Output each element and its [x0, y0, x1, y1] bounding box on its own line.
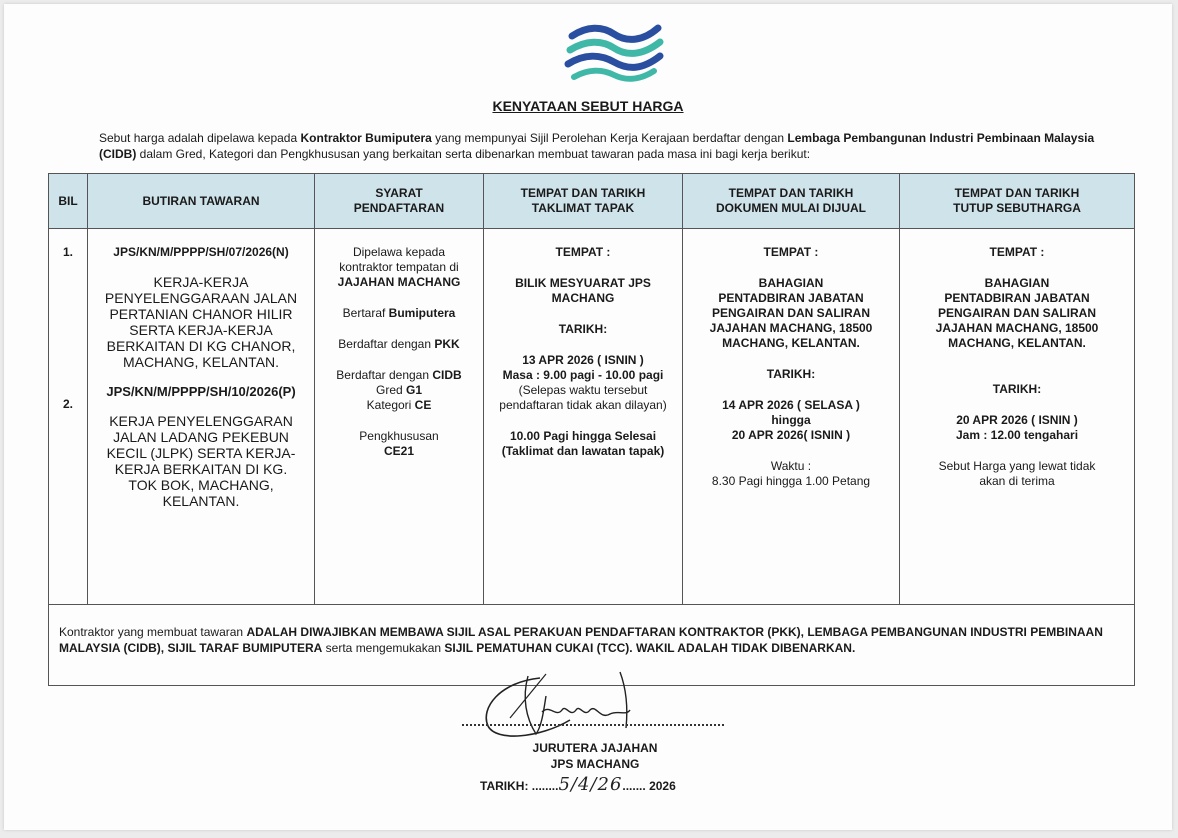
tutup-time: Jam : 12.00 tengahari — [955, 428, 1079, 442]
signature-date: TARIKH: ........5/4/26....... 2026 — [480, 774, 676, 795]
syarat-text: Pengkhususan — [359, 429, 439, 443]
tutup-date: 20 APR 2026 ( ISNIN ) — [956, 413, 1078, 427]
tempat-label: TEMPAT : — [555, 245, 611, 259]
item-number: 1. — [62, 245, 73, 259]
syarat-text: kontraktor tempatan di — [339, 260, 459, 274]
butiran-cell — [88, 229, 315, 605]
dokumen-date-start: 14 APR 2026 ( SELASA ) — [722, 398, 860, 412]
tarikh-label: TARIKH: — [992, 382, 1042, 396]
tutup-cell — [900, 229, 1135, 605]
taklimat-note: (Selepas waktu tersebut pendaftaran tidak akan dilayan) — [499, 383, 667, 412]
taklimat-cell — [484, 229, 683, 605]
dokumen-hours: 8.30 Pagi hingga 1.00 Petang — [711, 474, 871, 488]
jps-wave-logo — [562, 22, 666, 84]
syarat-gred: Gred G1 — [375, 383, 423, 397]
tender-code: JPS/KN/M/PPPP/SH/07/2026(N) — [113, 245, 289, 259]
syarat-text: JAJAHAN MACHANG — [337, 275, 461, 289]
taklimat-after: 10.00 Pagi hingga Selesai (Taklimat dan lawatan tapak) — [501, 429, 665, 458]
header-tutup: TEMPAT DAN TARIKH TUTUP SEBUTHARGA — [900, 174, 1135, 229]
taklimat-place: BILIK MESYUARAT JPS MACHANG — [515, 276, 651, 305]
dokumen-date-end: 20 APR 2026( ISNIN ) — [731, 428, 851, 442]
syarat-pkk: Berdaftar dengan PKK — [338, 337, 460, 351]
tutup-note: Sebut Harga yang lewat tidak akan di terima — [938, 459, 1096, 488]
handwritten-date: 5/4/26 — [558, 774, 623, 795]
signer-office: JPS MACHANG — [550, 757, 640, 771]
tender-description: KERJA PENYELENGGARAN JALAN LADANG PEKEBUN KECIL (JLPK) SERTA KERJA- KERJA BERKAITAN DI KG. TOK BOK, MACHANG, KELANTAN. — [106, 413, 296, 509]
syarat-text: CE21 — [383, 444, 415, 458]
header-dokumen: TEMPAT DAN TARIKH DOKUMEN MULAI DIJUAL — [683, 174, 900, 229]
table-row — [49, 229, 1135, 605]
item-number: 2. — [62, 397, 73, 411]
tender-code: JPS/KN/M/PPPP/SH/10/2026(P) — [106, 384, 296, 399]
signature-line — [462, 724, 724, 726]
tarikh-label: TARIKH: — [766, 367, 816, 381]
intro-paragraph: Sebut harga adalah dipelawa kepada Kontraktor Bumiputera yang mempunyai Sijil Perolehan Kerja Kerajaan berdaftar dengan Lembaga Pembangunan Industri Pembinaan Malaysia (CIDB) dalam Gred, Kategori dan Pengkhususan yang berkaitan serta dibenarkan membuat tawaran pada masa ini bagi kerja berikut: — [99, 131, 1095, 161]
syarat-text: Dipelawa kepada — [352, 245, 446, 259]
dokumen-cell — [683, 229, 900, 605]
waktu-label: Waktu : — [770, 459, 812, 473]
dokumen-place: BAHAGIAN PENTADBIRAN JABATAN PENGAIRAN DAN SALIRAN JAJAHAN MACHANG, 18500 MACHANG, KELANTAN. — [709, 276, 873, 350]
header-syarat: SYARAT PENDAFTARAN — [315, 174, 484, 229]
document-title: KENYATAAN SEBUT HARGA — [492, 98, 684, 114]
syarat-cell — [315, 229, 484, 605]
syarat-kategori: Kategori CE — [366, 398, 432, 412]
footer-text: Kontraktor yang membuat tawaran ADALAH DIWAJIBKAN MEMBAWA SIJIL ASAL PERAKUAN PENDAFTARAN KONTRAKTOR (PKK), LEMBAGA PEMBANGUNAN INDUSTRI PEMBINAAN MALAYSIA (CIDB), SIJIL TARAF BUMIPUTERA serta mengemukakan SIJIL PEMATUHAN CUKAI (TCC). WAKIL ADALAH TIDAK DIBENARKAN. — [59, 625, 1103, 655]
dokumen-hingga: hingga — [771, 413, 811, 427]
tutup-place: BAHAGIAN PENTADBIRAN JABATAN PENGAIRAN DAN SALIRAN JAJAHAN MACHANG, 18500 MACHANG, KELANTAN. — [935, 276, 1099, 350]
tempat-label: TEMPAT : — [763, 245, 819, 259]
taklimat-time: Masa : 9.00 pagi - 10.00 pagi — [502, 368, 664, 382]
tender-description: KERJA-KERJA PENYELENGGARAAN JALAN PERTANIAN CHANOR HILIR SERTA KERJA-KERJA BERKAITAN DI KG CHANOR, MACHANG, KELANTAN. — [104, 274, 298, 370]
taklimat-date: 13 APR 2026 ( ISNIN ) — [522, 353, 644, 367]
tarikh-label: TARIKH: — [558, 322, 608, 336]
syarat-cidb: Berdaftar dengan CIDB — [336, 368, 462, 382]
header-bil: BIL — [49, 174, 88, 229]
header-butiran: BUTIRAN TAWARAN — [88, 174, 315, 229]
header-taklimat: TEMPAT DAN TARIKH TAKLIMAT TAPAK — [484, 174, 683, 229]
bil-cell — [49, 229, 88, 605]
signer-block — [520, 740, 670, 772]
table-header-row — [49, 174, 1135, 229]
syarat-bertaraf: Bertaraf Bumiputera — [342, 306, 456, 320]
tender-table — [48, 173, 1135, 605]
tempat-label: TEMPAT : — [989, 245, 1045, 259]
signer-title: JURUTERA JAJAHAN — [532, 741, 658, 755]
